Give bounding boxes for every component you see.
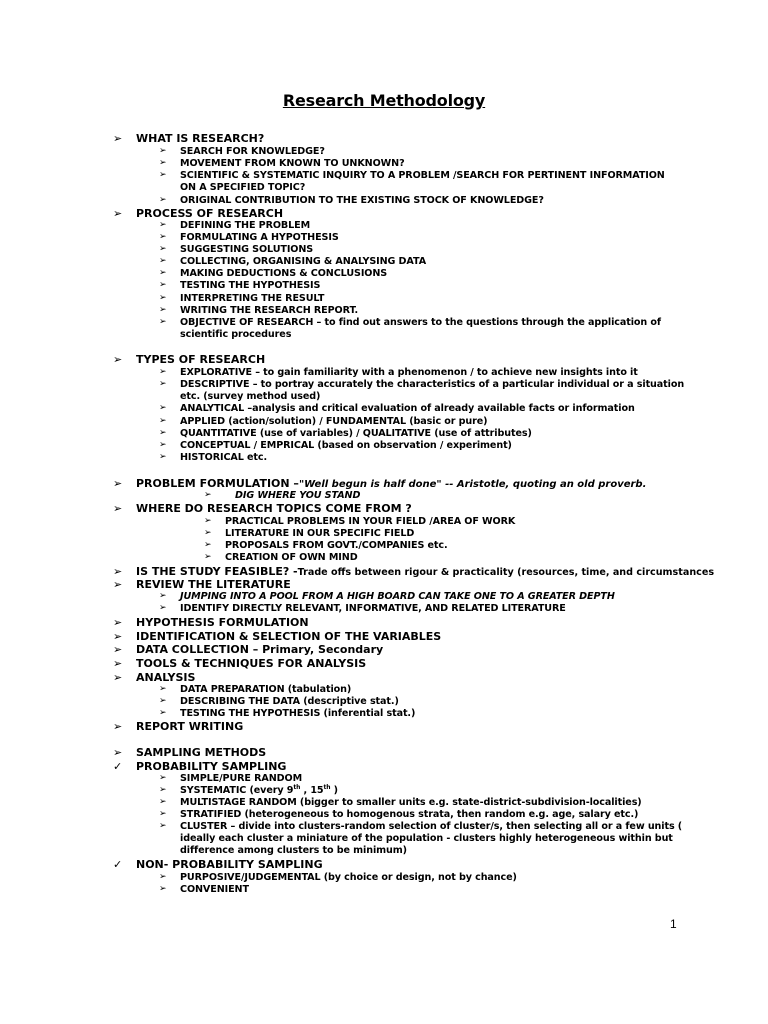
list-item <box>159 428 532 439</box>
list-item <box>159 268 388 279</box>
arrow-bullet-icon: ➢ <box>113 657 123 670</box>
arrow-bullet-icon: ➢ <box>159 367 167 377</box>
section-heading: PROCESS OF RESEARCH <box>136 207 284 220</box>
arrow-bullet-icon: ➢ <box>159 244 167 254</box>
arrow-bullet-icon: ➢ <box>113 616 123 629</box>
list-item <box>159 317 661 328</box>
section-variables <box>113 630 442 643</box>
list-item <box>159 797 642 808</box>
section-what-is-research <box>113 132 265 145</box>
list-item-text: ideally each cluster a miniature of the population - clusters highly heterogeneous within but <box>180 833 673 844</box>
list-item <box>159 195 544 206</box>
section-problem-formulation <box>113 477 647 490</box>
list-item <box>159 416 488 427</box>
list-item <box>159 220 311 231</box>
list-item-text: CONCEPTUAL / EMPRICAL (based on observation / experiment) <box>180 440 512 451</box>
section-hypothesis <box>113 616 309 629</box>
section-research-topics <box>113 502 412 515</box>
list-item-text: FORMULATING A HYPOTHESIS <box>180 232 339 243</box>
list-item-text: COLLECTING, ORGANISING & ANALYSING DATA <box>180 256 427 267</box>
list-item <box>159 146 325 157</box>
list-item-text: TESTING THE HYPOTHESIS <box>180 280 321 291</box>
arrow-bullet-icon: ➢ <box>159 146 167 156</box>
arrow-bullet-icon: ➢ <box>159 785 167 795</box>
list-item-text: ON A SPECIFIED TOPIC? <box>180 182 306 193</box>
list-item-text: LITERATURE IN OUR SPECIFIC FIELD <box>225 528 415 539</box>
arrow-bullet-icon: ➢ <box>204 490 212 500</box>
list-item <box>159 773 303 784</box>
arrow-bullet-icon: ➢ <box>159 809 167 819</box>
section-heading: REPORT WRITING <box>136 720 244 733</box>
list-item-text: DIG WHERE YOU STAND <box>235 490 361 501</box>
list-item <box>204 528 415 539</box>
checkmark-bullet-icon: ✓ <box>113 858 123 871</box>
list-item <box>159 872 517 883</box>
list-item-text: WRITING THE RESEARCH REPORT. <box>180 305 359 316</box>
list-item-text: PRACTICAL PROBLEMS IN YOUR FIELD /AREA OF WORK <box>225 516 516 527</box>
section-non-probability-sampling <box>113 858 323 871</box>
arrow-bullet-icon: ➢ <box>159 773 167 783</box>
list-item-text: OBJECTIVE OF RESEARCH – to find out answers to the questions through the application of <box>180 317 661 328</box>
list-item <box>159 696 399 707</box>
section-heading: PROBABILITY SAMPLING <box>136 760 287 773</box>
list-item-text: IDENTIFY DIRECTLY RELEVANT, INFORMATIVE, AND RELATED LITERATURE <box>180 603 566 614</box>
arrow-bullet-icon: ➢ <box>159 821 167 831</box>
list-item-continuation <box>180 846 407 856</box>
list-item <box>159 158 405 169</box>
list-item <box>159 603 566 614</box>
list-item <box>159 280 321 291</box>
list-item-text: PURPOSIVE/JUDGEMENTAL (by choice or design, not by chance) <box>180 872 517 883</box>
list-item <box>159 684 352 695</box>
list-item-text: MOVEMENT FROM KNOWN TO UNKNOWN? <box>180 158 405 169</box>
list-item-text: QUANTITATIVE (use of variables) / QUALITATIVE (use of attributes) <box>180 428 532 439</box>
arrow-bullet-icon: ➢ <box>159 232 167 242</box>
list-item <box>159 809 639 820</box>
list-item <box>159 452 268 463</box>
arrow-bullet-icon: ➢ <box>159 379 167 389</box>
section-heading: WHERE DO RESEARCH TOPICS COME FROM ? <box>136 502 412 515</box>
list-item-text: ORIGINAL CONTRIBUTION TO THE EXISTING STOCK OF KNOWLEDGE? <box>180 195 544 206</box>
section-heading: TYPES OF RESEARCH <box>136 353 266 366</box>
list-item <box>159 403 635 414</box>
section-heading: SAMPLING METHODS <box>136 746 267 759</box>
arrow-bullet-icon: ➢ <box>204 528 212 538</box>
arrow-bullet-icon: ➢ <box>159 797 167 807</box>
section-heading: TOOLS & TECHNIQUES FOR ANALYSIS <box>136 657 367 670</box>
arrow-bullet-icon: ➢ <box>159 293 167 303</box>
list-item-text: EXPLORATIVE – to gain familiarity with a phenomenon / to achieve new insights into it <box>180 367 638 378</box>
list-item-text: HISTORICAL etc. <box>180 452 268 463</box>
list-item <box>159 256 427 267</box>
section-heading: HYPOTHESIS FORMULATION <box>136 616 309 629</box>
list-item-text: DESCRIBING THE DATA (descriptive stat.) <box>180 696 399 707</box>
list-item-continuation <box>180 834 673 844</box>
arrow-bullet-icon: ➢ <box>204 540 212 550</box>
list-item <box>159 170 665 181</box>
list-item <box>159 293 325 304</box>
list-item-text: ANALYTICAL –analysis and critical evaluation of already available facts or information <box>180 403 635 414</box>
arrow-bullet-icon: ➢ <box>159 591 167 601</box>
arrow-bullet-icon: ➢ <box>159 170 167 180</box>
list-item-continuation <box>180 392 320 402</box>
list-item-text: , 15 <box>300 785 324 796</box>
arrow-bullet-icon: ➢ <box>159 603 167 613</box>
checkmark-bullet-icon: ✓ <box>113 760 123 773</box>
list-item-text: CLUSTER – divide into clusters-random selection of cluster/s, then selecting all or a few units ( <box>180 821 683 832</box>
section-heading: DATA COLLECTION – Primary, Secondary <box>136 643 384 656</box>
arrow-bullet-icon: ➢ <box>113 643 123 656</box>
arrow-bullet-icon: ➢ <box>113 630 123 643</box>
list-item <box>204 490 361 501</box>
arrow-bullet-icon: ➢ <box>113 502 123 515</box>
list-item <box>204 516 516 527</box>
section-heading: ANALYSIS <box>136 671 196 684</box>
list-item-text: PROPOSALS FROM GOVT./COMPANIES etc. <box>225 540 448 551</box>
arrow-bullet-icon: ➢ <box>159 428 167 438</box>
arrow-bullet-icon: ➢ <box>159 684 167 694</box>
section-heading: PROBLEM FORMULATION – <box>136 477 299 490</box>
list-item-text: ) <box>330 785 338 796</box>
list-item-text: CONVENIENT <box>180 884 249 895</box>
section-heading: REVIEW THE LITERATURE <box>136 578 291 591</box>
list-item-text: SYSTEMATIC (every 9 <box>180 785 294 796</box>
section-tools <box>113 657 367 670</box>
arrow-bullet-icon: ➢ <box>159 416 167 426</box>
section-feasibility <box>113 565 715 578</box>
arrow-bullet-icon: ➢ <box>113 746 123 759</box>
arrow-bullet-icon: ➢ <box>204 552 212 562</box>
arrow-bullet-icon: ➢ <box>159 708 167 718</box>
list-item-text: etc. (survey method used) <box>180 391 321 402</box>
section-heading: IDENTIFICATION & SELECTION OF THE VARIABLES <box>136 630 442 643</box>
list-item-text: DEFINING THE PROBLEM <box>180 220 311 231</box>
list-item <box>159 244 314 255</box>
list-item-text: INTERPRETING THE RESULT <box>180 293 325 304</box>
list-item-text: CREATION OF OWN MIND <box>225 552 358 563</box>
section-detail: Trade offs between rigour & practicality (resources, time, and circumstances <box>297 567 715 578</box>
arrow-bullet-icon: ➢ <box>113 353 123 366</box>
arrow-bullet-icon: ➢ <box>159 440 167 450</box>
list-item-text: APPLIED (action/solution) / FUNDAMENTAL (basic or pure) <box>180 416 488 427</box>
list-item-continuation <box>180 330 291 340</box>
arrow-bullet-icon: ➢ <box>159 268 167 278</box>
section-process-of-research <box>113 207 284 220</box>
arrow-bullet-icon: ➢ <box>204 516 212 526</box>
section-heading: IS THE STUDY FEASIBLE? - <box>136 565 298 578</box>
arrow-bullet-icon: ➢ <box>159 280 167 290</box>
section-types-of-research <box>113 353 266 366</box>
arrow-bullet-icon: ➢ <box>159 403 167 413</box>
list-item-text: SUGGESTING SOLUTIONS <box>180 244 314 255</box>
section-report-writing <box>113 720 244 733</box>
arrow-bullet-icon: ➢ <box>159 696 167 706</box>
superscript: th <box>293 783 301 791</box>
list-item <box>159 821 683 832</box>
arrow-bullet-icon: ➢ <box>159 452 167 462</box>
section-probability-sampling <box>113 760 287 773</box>
list-item-text: difference among clusters to be minimum) <box>180 845 407 856</box>
section-heading: NON- PROBABILITY SAMPLING <box>136 858 323 871</box>
arrow-bullet-icon: ➢ <box>113 477 123 490</box>
page-number: 1 <box>670 917 677 931</box>
page-title: Research Methodology <box>282 91 486 110</box>
list-item-continuation <box>180 183 305 193</box>
list-item <box>204 552 358 563</box>
list-item <box>159 591 615 602</box>
section-analysis <box>113 671 196 684</box>
list-item <box>159 232 339 243</box>
list-item <box>204 540 448 551</box>
list-item <box>159 440 512 451</box>
arrow-bullet-icon: ➢ <box>159 195 167 205</box>
list-item <box>159 305 359 316</box>
list-item <box>159 884 249 895</box>
list-item <box>159 783 338 796</box>
arrow-bullet-icon: ➢ <box>159 305 167 315</box>
list-item-text: TESTING THE HYPOTHESIS (inferential stat.) <box>180 708 416 719</box>
arrow-bullet-icon: ➢ <box>159 317 167 327</box>
arrow-bullet-icon: ➢ <box>159 220 167 230</box>
arrow-bullet-icon: ➢ <box>159 872 167 882</box>
arrow-bullet-icon: ➢ <box>159 256 167 266</box>
section-sampling-methods <box>113 746 267 759</box>
arrow-bullet-icon: ➢ <box>159 158 167 168</box>
list-item-text: scientific procedures <box>180 329 292 340</box>
superscript: th <box>323 783 331 791</box>
list-item-text: SIMPLE/PURE RANDOM <box>180 773 303 784</box>
arrow-bullet-icon: ➢ <box>113 720 123 733</box>
section-review-literature <box>113 578 291 591</box>
quote-text: "Well begun is half done" -- Aristotle, quoting an old proverb. <box>298 479 647 490</box>
list-item-text: DESCRIPTIVE – to portray accurately the characteristics of a particular individual or a situation <box>180 379 685 390</box>
arrow-bullet-icon: ➢ <box>113 565 123 578</box>
arrow-bullet-icon: ➢ <box>113 132 123 145</box>
arrow-bullet-icon: ➢ <box>113 207 123 220</box>
arrow-bullet-icon: ➢ <box>113 671 123 684</box>
list-item-text: MAKING DEDUCTIONS & CONCLUSIONS <box>180 268 388 279</box>
list-item <box>159 708 416 719</box>
list-item <box>159 379 685 390</box>
section-heading: WHAT IS RESEARCH? <box>136 132 265 145</box>
list-item-text: SEARCH FOR KNOWLEDGE? <box>180 146 325 157</box>
list-item <box>159 367 638 378</box>
section-data-collection <box>113 643 384 656</box>
list-item-text: DATA PREPARATION (tabulation) <box>180 684 352 695</box>
arrow-bullet-icon: ➢ <box>113 578 123 591</box>
list-item-text: JUMPING INTO A POOL FROM A HIGH BOARD CAN TAKE ONE TO A GREATER DEPTH <box>180 591 615 602</box>
list-item-text: MULTISTAGE RANDOM (bigger to smaller units e.g. state-district-subdivision-localities) <box>180 797 642 808</box>
list-item-text: STRATIFIED (heterogeneous to homogenous strata, then random e.g. age, salary etc.) <box>180 809 639 820</box>
arrow-bullet-icon: ➢ <box>159 884 167 894</box>
list-item-text: SCIENTIFIC & SYSTEMATIC INQUIRY TO A PROBLEM /SEARCH FOR PERTINENT INFORMATION <box>180 170 665 181</box>
